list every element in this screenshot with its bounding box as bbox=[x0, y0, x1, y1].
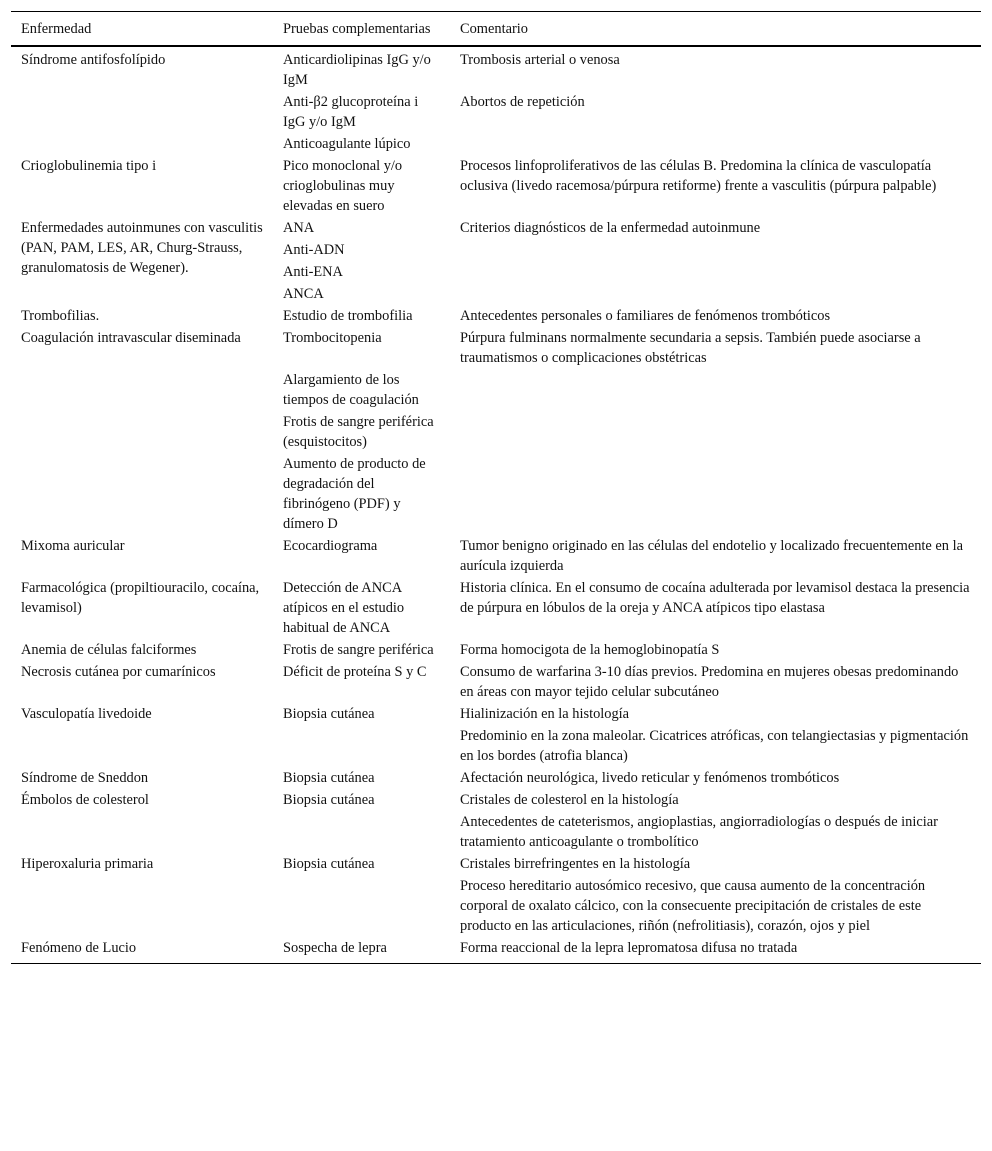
comment-item: Procesos linfoproliferativos de las células B. Predomina la clínica de vasculopatía oclusiva (livedo racemosa/púrpura retiforme) frente a vasculitis (púrpura palpable) bbox=[460, 158, 937, 194]
cell-comment bbox=[450, 789, 981, 853]
cell-disease: Síndrome antifosfolípido bbox=[21, 52, 166, 68]
comment-item: Trombosis arterial o venosa bbox=[460, 52, 620, 68]
cell-tests bbox=[273, 217, 450, 305]
comment-item: Cristales de colesterol en la histología bbox=[460, 792, 679, 808]
cell-comment bbox=[450, 535, 981, 577]
test-item: Biopsia cutánea bbox=[283, 770, 375, 786]
table-row bbox=[11, 327, 981, 535]
table-row bbox=[11, 789, 981, 853]
cell-comment bbox=[450, 661, 981, 703]
test-item: Anti-ENA bbox=[283, 264, 343, 280]
cell-disease: Mixoma auricular bbox=[21, 538, 125, 554]
comment-item: Antecedentes de cateterismos, angioplastias, angiorradiologías o después de iniciar tratamiento anticoagulante o trombolítico bbox=[460, 814, 938, 850]
header-comentario: Comentario bbox=[460, 21, 528, 37]
cell-comment bbox=[450, 703, 981, 767]
header-pruebas: Pruebas complementarias bbox=[283, 21, 431, 37]
cell-comment bbox=[450, 767, 981, 789]
test-item: ANCA bbox=[283, 286, 324, 302]
cell-disease: Farmacológica (propiltiouracilo, cocaína, levamisol) bbox=[21, 580, 260, 616]
comment-item: Púrpura fulminans normalmente secundaria a sepsis. También puede asociarse a traumatismos o complicaciones obstétricas bbox=[460, 330, 921, 366]
table-row bbox=[11, 535, 981, 577]
cell-comment bbox=[450, 305, 981, 327]
comment-item: Antecedentes personales o familiares de fenómenos trombóticos bbox=[460, 308, 831, 324]
cell-tests bbox=[273, 577, 450, 639]
comment-item: Forma homocigota de la hemoglobinopatía S bbox=[460, 642, 720, 658]
cell-disease: Vasculopatía livedoide bbox=[21, 706, 152, 722]
cell-disease: Coagulación intravascular diseminada bbox=[21, 330, 241, 346]
test-item: Aumento de producto de degradación del fibrinógeno (PDF) y dímero D bbox=[283, 456, 426, 532]
header-enfermedad: Enfermedad bbox=[21, 21, 92, 37]
cell-comment bbox=[450, 577, 981, 639]
comment-item: Consumo de warfarina 3-10 días previos. Predomina en mujeres obesas predominando en áreas con mayor tejido celular subcutáneo bbox=[460, 664, 959, 700]
test-item: Trombocitopenia bbox=[283, 330, 382, 346]
cell-comment bbox=[450, 327, 981, 535]
comment-item: Forma reaccional de la lepra lepromatosa difusa no tratada bbox=[460, 940, 798, 956]
cell-disease: Necrosis cutánea por cumarínicos bbox=[21, 664, 216, 680]
test-item: Alargamiento de los tiempos de coagulación bbox=[283, 372, 419, 408]
test-item: Estudio de trombofilia bbox=[283, 308, 413, 324]
table-row bbox=[11, 155, 981, 217]
test-item: Anticoagulante lúpico bbox=[283, 136, 411, 152]
test-item: Anti-ADN bbox=[283, 242, 345, 258]
cell-comment bbox=[450, 217, 981, 305]
cell-comment bbox=[450, 155, 981, 217]
test-item: ANA bbox=[283, 220, 315, 236]
cell-tests bbox=[273, 853, 450, 937]
comment-item: Proceso hereditario autosómico recesivo, que causa aumento de la concentración corporal de oxalato cálcico, con la consecuente precipitación de cristales de este producto en las articulaciones, riñón (nefrolitiasis), corazón, ojos y piel bbox=[460, 878, 926, 934]
cell-tests bbox=[273, 46, 450, 155]
comment-item: Criterios diagnósticos de la enfermedad autoinmune bbox=[460, 220, 761, 236]
cell-comment bbox=[450, 46, 981, 155]
test-item: Frotis de sangre periférica (esquistocitos) bbox=[283, 414, 434, 450]
cell-tests bbox=[273, 327, 450, 535]
test-item: Anti-β2 glucoproteína i IgG y/o IgM bbox=[283, 94, 419, 130]
cell-disease: Crioglobulinemia tipo i bbox=[21, 158, 157, 174]
cell-tests bbox=[273, 639, 450, 661]
table-row bbox=[11, 937, 981, 964]
test-item: Anticardiolipinas IgG y/o IgM bbox=[283, 52, 431, 88]
test-item: Ecocardiograma bbox=[283, 538, 378, 554]
comment-item: Abortos de repetición bbox=[460, 94, 585, 110]
cell-tests bbox=[273, 535, 450, 577]
test-item: Biopsia cutánea bbox=[283, 792, 375, 808]
cell-tests bbox=[273, 155, 450, 217]
cell-tests bbox=[273, 789, 450, 853]
cell-comment bbox=[450, 937, 981, 964]
test-item: Detección de ANCA atípicos en el estudio habitual de ANCA bbox=[283, 580, 405, 636]
table-row bbox=[11, 217, 981, 305]
table-row bbox=[11, 46, 981, 155]
table-row bbox=[11, 577, 981, 639]
table-row bbox=[11, 305, 981, 327]
cell-tests bbox=[273, 305, 450, 327]
cell-disease: Hiperoxaluria primaria bbox=[21, 856, 154, 872]
comment-item: Tumor benigno originado en las células del endotelio y localizado frecuentemente en la aurícula izquierda bbox=[460, 538, 963, 574]
test-item: Frotis de sangre periférica bbox=[283, 642, 434, 658]
comment-item: Cristales birrefringentes en la histología bbox=[460, 856, 691, 872]
table-row bbox=[11, 853, 981, 937]
cell-tests bbox=[273, 703, 450, 767]
cell-disease: Émbolos de colesterol bbox=[21, 792, 149, 808]
cell-comment bbox=[450, 853, 981, 937]
cell-disease: Fenómeno de Lucio bbox=[21, 940, 137, 956]
comment-item: Historia clínica. En el consumo de cocaína adulterada por levamisol destaca la presencia de púrpura en lóbulos de la oreja y ANCA atípicos tipo elastasa bbox=[460, 580, 970, 616]
differential-diagnosis-table bbox=[11, 11, 981, 964]
comment-item: Hialinización en la histología bbox=[460, 706, 630, 722]
table-body bbox=[11, 46, 981, 964]
cell-disease: Anemia de células falciformes bbox=[21, 642, 197, 658]
table-row bbox=[11, 639, 981, 661]
cell-disease: Síndrome de Sneddon bbox=[21, 770, 149, 786]
test-item: Biopsia cutánea bbox=[283, 856, 375, 872]
test-item: Pico monoclonal y/o crioglobulinas muy elevadas en suero bbox=[283, 158, 403, 214]
cell-tests bbox=[273, 937, 450, 964]
comment-item: Predominio en la zona maleolar. Cicatrices atróficas, con telangiectasias y pigmentación en los bordes (atrofia blanca) bbox=[460, 728, 969, 764]
test-item: Déficit de proteína S y C bbox=[283, 664, 427, 680]
cell-disease: Trombofilias. bbox=[21, 308, 100, 324]
cell-disease: Enfermedades autoinmunes con vasculitis (PAN, PAM, LES, AR, Churg-Strauss, granulomatosis de Wegener). bbox=[21, 220, 263, 276]
cell-tests bbox=[273, 767, 450, 789]
table-header bbox=[11, 12, 981, 47]
header-row bbox=[11, 12, 981, 47]
cell-tests bbox=[273, 661, 450, 703]
table-row bbox=[11, 703, 981, 767]
cell-comment bbox=[450, 639, 981, 661]
comment-item: Afectación neurológica, livedo reticular y fenómenos trombóticos bbox=[460, 770, 840, 786]
table-row bbox=[11, 661, 981, 703]
test-item: Biopsia cutánea bbox=[283, 706, 375, 722]
table-row bbox=[11, 767, 981, 789]
test-item: Sospecha de lepra bbox=[283, 940, 387, 956]
